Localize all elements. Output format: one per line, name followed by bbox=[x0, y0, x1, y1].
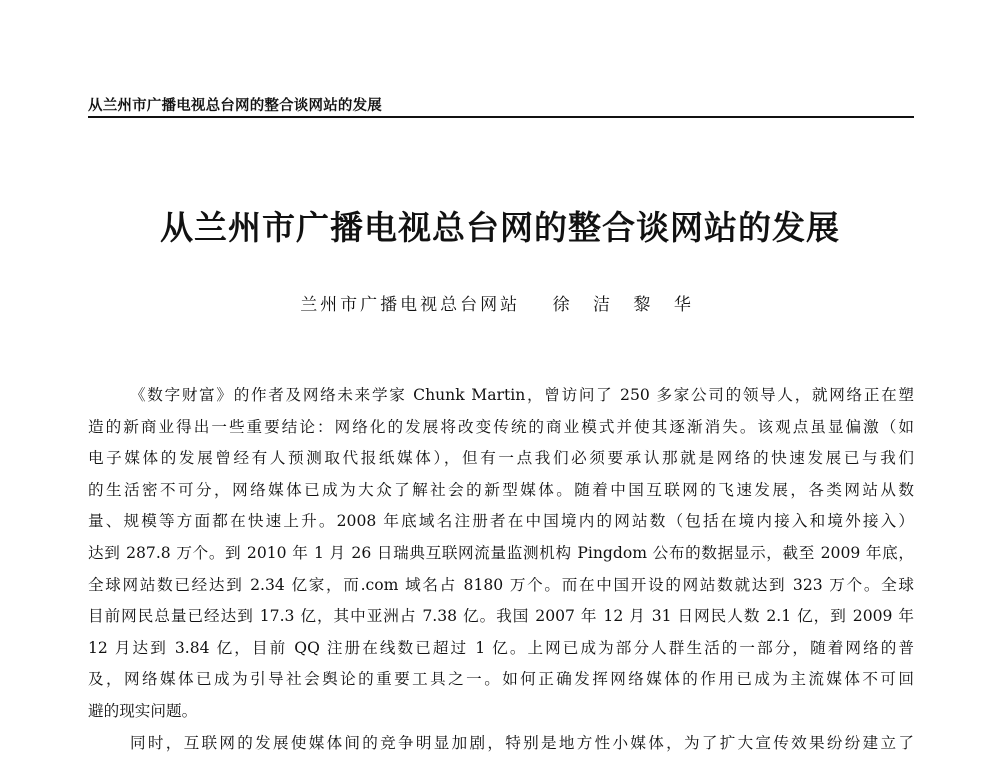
text-line: 避的现实问题。 bbox=[88, 701, 198, 720]
author-char: 黎 bbox=[633, 295, 651, 315]
text-line: 目前网民总量已经达到 17.3 亿，其中亚洲占 7.38 亿。我国 2007 年 12 月 31 日网民人数 2.1 亿，到 2009 年 bbox=[88, 607, 914, 626]
paragraph-2 bbox=[88, 728, 914, 760]
text-line: 同时，互联网的发展使媒体间的竞争明显加剧，特别是地方性小媒体，为了扩大宣传效果纷纷建立了 bbox=[130, 733, 914, 752]
article-title: 从兰州市广播电视总台网的整合谈网站的发展 bbox=[160, 208, 840, 247]
byline-authors bbox=[544, 295, 700, 315]
header-rule bbox=[88, 116, 914, 118]
text-line: 的生活密不可分，网络媒体已成为大众了解社会的新型媒体。随着中国互联网的飞速发展，各类网站从数 bbox=[88, 480, 914, 499]
text-line: 达到 287.8 万个。到 2010 年 1 月 26 日瑞典互联网流量监测机构 Pingdom 公布的数据显示，截至 2009 年底， bbox=[88, 543, 914, 562]
text-line: 造的新商业得出一些重要结论：网络化的发展将改变传统的商业模式并使其逐渐消失。该观点虽显偏激（如 bbox=[88, 417, 914, 436]
running-header: 从兰州市广播电视总台网的整合谈网站的发展 bbox=[88, 98, 382, 114]
byline bbox=[0, 290, 1000, 315]
author-char: 华 bbox=[673, 295, 691, 315]
text-line: 及，网络媒体已成为引导社会舆论的重要工具之一。如何正确发挥网络媒体的作用已成为主流媒体不可回 bbox=[88, 670, 914, 689]
paragraph-1 bbox=[88, 380, 914, 728]
byline-organization: 兰州市广播电视总台网站 bbox=[300, 295, 521, 315]
author-char: 徐 bbox=[552, 295, 570, 315]
text-line: 量、规模等方面都在快速上升。2008 年底域名注册者在中国境内的网站数（包括在境内接入和境外接入） bbox=[88, 512, 914, 531]
author-char: 洁 bbox=[593, 295, 610, 315]
text-line: 全球网站数已经达到 2.34 亿家，而.com 域名占 8180 万个。而在中国开设的网站数就达到 323 万个。全球 bbox=[88, 575, 914, 594]
article-body bbox=[88, 380, 914, 759]
text-line: 12 月达到 3.84 亿，目前 QQ 注册在线数已超过 1 亿。上网已成为部分人群生活的一部分，随着网络的普 bbox=[88, 638, 914, 657]
text-line: 电子媒体的发展曾经有人预测取代报纸媒体），但有一点我们必须要承认那就是网络的快速发展已与我们 bbox=[88, 449, 914, 468]
text-line: 《数字财富》的作者及网络未来学家 Chunk Martin，曾访问了 250 多家公司的领导人，就网络正在塑 bbox=[130, 386, 914, 404]
